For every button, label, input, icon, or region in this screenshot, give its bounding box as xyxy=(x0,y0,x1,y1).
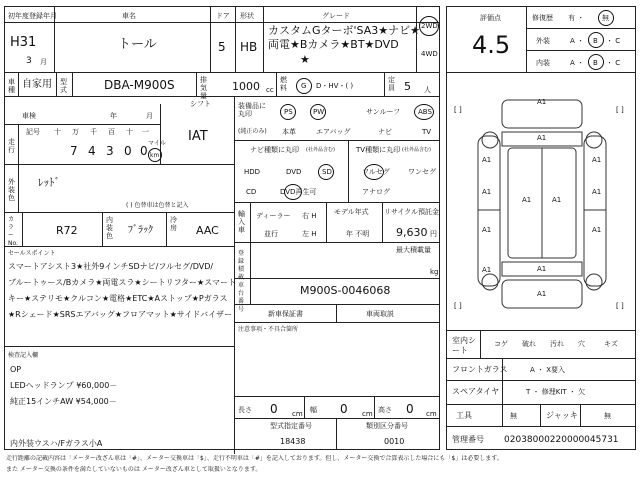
seat-opt-burn: コゲ xyxy=(494,340,508,348)
body-shape: HB xyxy=(240,40,258,54)
manual-label: 車両取説 xyxy=(366,310,394,318)
cert-label: 型式指定番号 xyxy=(270,422,312,430)
equip-airbag: エアバッグ xyxy=(316,128,351,136)
score: 4.5 xyxy=(472,31,511,59)
inspector-line-3: 純正15インチAW ¥54,000－ xyxy=(10,397,117,406)
grade-line-2: 両電★Bカメラ★BT★DVD xyxy=(268,38,399,51)
cert-number: 18438 xyxy=(280,437,306,446)
tv-type-sub: (社外品含む) xyxy=(402,147,431,153)
damage-diagram xyxy=(452,96,632,326)
navi-dvd-play: DVD再生可 xyxy=(280,188,317,196)
model-year-label: モデル年式 xyxy=(334,208,369,216)
sales-line-4: ★Rシェード★SRSエアバッグ★フロアマット★サイドバイザー xyxy=(8,310,233,319)
odometer-digit-4: 0 xyxy=(124,144,132,158)
jack-value: 無 xyxy=(604,412,611,420)
category-label: 類別区分番号 xyxy=(366,422,408,430)
load-label: 登録積載 xyxy=(238,250,245,281)
cc-unit: cc xyxy=(266,86,274,94)
capacity: 5 xyxy=(404,80,411,93)
inspector-label: 検査記入欄 xyxy=(8,352,39,359)
interior-a: A ・ xyxy=(570,59,585,67)
odometer-digit-1: 7 xyxy=(70,144,78,158)
equipment-sub: (純正のみ) xyxy=(238,128,267,135)
equipment-title: 装備品に丸印 xyxy=(238,102,266,118)
height-cm: cm xyxy=(426,410,437,418)
inspector-line-2: LEDヘッドランプ ¥60,000－ xyxy=(10,381,118,390)
damage-a1-roof-2: A1 xyxy=(552,196,562,204)
chassis-number: M900S-0046068 xyxy=(300,284,391,297)
grade-label: グレード xyxy=(322,12,350,20)
warranty-label: 新車保証書 xyxy=(268,310,303,318)
odometer-col-ten-thousand: 万 xyxy=(72,128,79,136)
odometer-col-ten-lakh: 十 xyxy=(54,128,61,136)
capacity-label: 定員 xyxy=(388,76,395,92)
doors: 5 xyxy=(218,40,226,54)
seat-opt-hole: 穴 xyxy=(578,340,585,348)
interior-color-label: 内装色 xyxy=(106,216,113,240)
width-value: 0 xyxy=(340,402,348,416)
odometer-col-sign: 記号 xyxy=(26,128,40,136)
ac-label: 冷房 xyxy=(170,216,177,232)
exterior-c: ・ C xyxy=(606,37,621,45)
damage-a1-roof: A1 xyxy=(522,196,532,204)
length-label: 長さ xyxy=(238,406,252,414)
mgmt-label: 管理番号 xyxy=(452,435,484,444)
damage-a1-rear-bumper: A1 xyxy=(537,265,547,273)
length-cm: cm xyxy=(292,410,303,418)
seat-opt-scratch: キズ xyxy=(604,340,618,348)
seat-label: 室内シート xyxy=(452,336,476,355)
footer-note-1: 走行距離の記載内容は「メーター改ざん車は「#」、メーター交換車は「$」、走行不明車は「#」を記入しております。但し、メーター交換で合算表示した場合にも「$」は必要します。 xyxy=(6,455,503,462)
model-code: DBA-M900S xyxy=(104,78,175,92)
seat-opt-tear: 破れ xyxy=(522,340,536,348)
equip-leather: 本革 xyxy=(282,128,296,136)
max-load-label: 最大積載量 xyxy=(396,246,431,254)
mile-unit: マイル xyxy=(148,140,166,147)
usage: 自家用 xyxy=(22,79,52,90)
shape-label: 形状 xyxy=(240,12,254,20)
model-year-value: 年 不明 xyxy=(346,230,370,238)
sales-label: セールスポイント xyxy=(8,250,56,257)
height-label: 高さ xyxy=(378,406,392,414)
navi-type-title: ナビ種類に丸印 xyxy=(250,146,299,154)
width-label: 幅 xyxy=(310,406,317,414)
navi-type-sub: (社外品含む) xyxy=(306,147,335,153)
odometer-col-thousand: 千 xyxy=(90,128,97,136)
equip-sunroof: サンルーフ xyxy=(366,108,401,116)
ac-value: AAC xyxy=(196,224,219,237)
odometer-digit-2: 4 xyxy=(88,144,96,158)
door-label: ドア xyxy=(216,12,230,20)
capacity-unit: 人 xyxy=(424,86,431,94)
odometer-col-hundred: 百 xyxy=(108,128,115,136)
displacement-label: 排気量 xyxy=(200,76,207,100)
inspection-year-unit: 年 xyxy=(110,112,117,120)
run-label: 走行 xyxy=(8,138,15,154)
shift-value: IAT xyxy=(188,129,208,144)
damage-a1-rear: A1 xyxy=(537,290,547,298)
caution-label: 注意事項・不具合箇所 xyxy=(238,326,299,333)
interior-color: ﾌﾞﾗｯｸ xyxy=(128,225,153,236)
fuel-other: D・HV・( ) xyxy=(316,82,354,90)
navi-cd: CD xyxy=(246,188,257,196)
bracket-tl: [ ] xyxy=(454,106,462,114)
fuel-label: 燃料 xyxy=(280,76,287,92)
bracket-tr: [ ] xyxy=(616,106,624,114)
grade-line-1: カスタムGターボ'SA3★ナビ★ xyxy=(268,24,420,37)
color-label: 外装色 xyxy=(8,178,15,202)
bracket-br: [ ] xyxy=(616,302,624,310)
color-code-label: カラー No. xyxy=(8,216,18,247)
repair-label: 修復歴 xyxy=(532,14,553,22)
reg-month: 3 xyxy=(26,56,32,66)
damage-a1-right-mid: A1 xyxy=(592,188,602,196)
inspection-month-unit: 月 xyxy=(146,112,153,120)
import-left: 左 H xyxy=(302,230,317,238)
equip-tv: TV xyxy=(422,128,432,136)
max-load-kg: kg xyxy=(430,268,439,276)
bracket-bl: [ ] xyxy=(454,302,462,310)
damage-a1-left-front: A1 xyxy=(482,156,492,164)
length-value: 0 xyxy=(270,402,278,416)
class-label: 車種 xyxy=(8,78,15,94)
tv-type-title: TV種類に丸印 xyxy=(356,146,401,154)
damage-a1-bumper: A1 xyxy=(537,134,547,142)
glass-label: フロントガラス xyxy=(452,365,508,374)
car-name-label: 車名 xyxy=(122,12,136,20)
chassis-label: 車台番号 xyxy=(238,282,245,313)
navi-dvd: DVD xyxy=(286,168,302,176)
odometer-digit-5: 0 xyxy=(140,144,148,158)
equip-pw: PW xyxy=(313,108,325,116)
recycle-label: リサイクル預託金 xyxy=(384,208,440,216)
jack-label: ジャッキ xyxy=(546,411,578,420)
import-right: 右 H xyxy=(302,212,317,220)
seat-opt-dirt: 汚れ xyxy=(550,340,564,348)
sales-line-3: キー★ステリモ★クルコン★電格★ETC★Aストップ★Pガラス xyxy=(8,294,228,303)
height-value: 0 xyxy=(406,402,414,416)
repair-none: 無 xyxy=(602,14,609,22)
displacement: 1000 xyxy=(232,80,260,93)
fuel-g: G xyxy=(301,82,307,90)
equip-ps: PS xyxy=(284,108,293,116)
drive-4wd: 4WD xyxy=(421,50,438,58)
color-code: R72 xyxy=(56,224,78,237)
tv-fullseg: フルセグ xyxy=(362,168,390,176)
odometer-col-one: 一 xyxy=(142,128,149,136)
import-dealer: ディーラー xyxy=(256,212,291,220)
tools-value: 無 xyxy=(510,412,517,420)
exterior-a: A ・ xyxy=(570,37,585,45)
import-label: 輸入車 xyxy=(238,210,245,234)
interior-label: 内装 xyxy=(536,59,550,67)
color-change-note: ( ) 色替車は色替と記入 xyxy=(126,202,189,209)
footer-note-2: また メーター交換の条件を満たしていないものは メーター改ざん車として取扱いとなります。 xyxy=(6,466,262,473)
odometer-digit-3: 3 xyxy=(106,144,114,158)
navi-sd: SD xyxy=(322,168,332,176)
exterior-b: B xyxy=(593,37,598,45)
damage-a1-left-rear: A1 xyxy=(482,226,492,234)
repair-options: 有 ・ xyxy=(568,14,585,22)
equip-navi: ナビ xyxy=(378,128,392,136)
equip-abs: ABS xyxy=(418,108,432,116)
exterior-label: 外装 xyxy=(536,37,550,45)
category-number: 0010 xyxy=(384,437,405,446)
score-label: 評価点 xyxy=(480,14,501,22)
mgmt-number: 02038000220000045731 xyxy=(504,435,619,445)
spare-tire-label: スペアタイヤ xyxy=(452,387,500,396)
car-name: トール xyxy=(118,37,157,52)
recycle-yen: 円 xyxy=(430,230,437,238)
inspector-line-4: 内外装ウスハ/Fガラス小A xyxy=(10,439,103,448)
interior-b: B xyxy=(593,59,598,67)
inspector-line-1: OP xyxy=(10,365,22,374)
glass-value: A ・ X要入 xyxy=(530,366,566,374)
shift-label: シフト xyxy=(190,100,211,108)
model-label: 型式 xyxy=(60,78,67,94)
reg-month-unit: 月 xyxy=(40,58,47,66)
tools-label: 工具 xyxy=(456,411,472,420)
km-unit: km xyxy=(150,152,160,159)
reg-year: H31 xyxy=(10,35,37,50)
sales-line-2: ブルートゥース/Bカメラ★両電スラ★シートリフター★スマート xyxy=(8,278,237,287)
interior-c: ・ C xyxy=(606,59,621,67)
damage-a1-side: A1 xyxy=(482,266,492,274)
drive-2wd: 2WD xyxy=(421,22,438,30)
first-reg-label: 初年度登録年月 xyxy=(8,12,57,20)
damage-a1-right-front: A1 xyxy=(592,156,602,164)
damage-a1-right-rear: A1 xyxy=(592,226,602,234)
sales-line-1: スマートアシスト3★社外9インチSDナビ/フルセグ/DVD/ xyxy=(8,262,214,271)
damage-a1-left-mid: A1 xyxy=(482,188,492,196)
exterior-color: ﾚｯﾄﾞ xyxy=(38,176,60,189)
spare-tire-value: T ・ 修理KIT ・ 欠 xyxy=(526,388,586,396)
tv-oneseg: ワンセグ xyxy=(408,168,436,176)
import-parallel: 並行 xyxy=(264,230,278,238)
recycle-fee: 9,630 xyxy=(396,226,428,239)
navi-hdd: HDD xyxy=(244,168,261,176)
tv-analog: アナログ xyxy=(362,188,390,196)
grade-line-3: ★ xyxy=(300,53,310,66)
width-cm: cm xyxy=(362,410,373,418)
inspection-label: 車検 xyxy=(22,112,36,120)
damage-a1-front: A1 xyxy=(537,98,547,106)
odometer-col-ten: 十 xyxy=(126,128,133,136)
